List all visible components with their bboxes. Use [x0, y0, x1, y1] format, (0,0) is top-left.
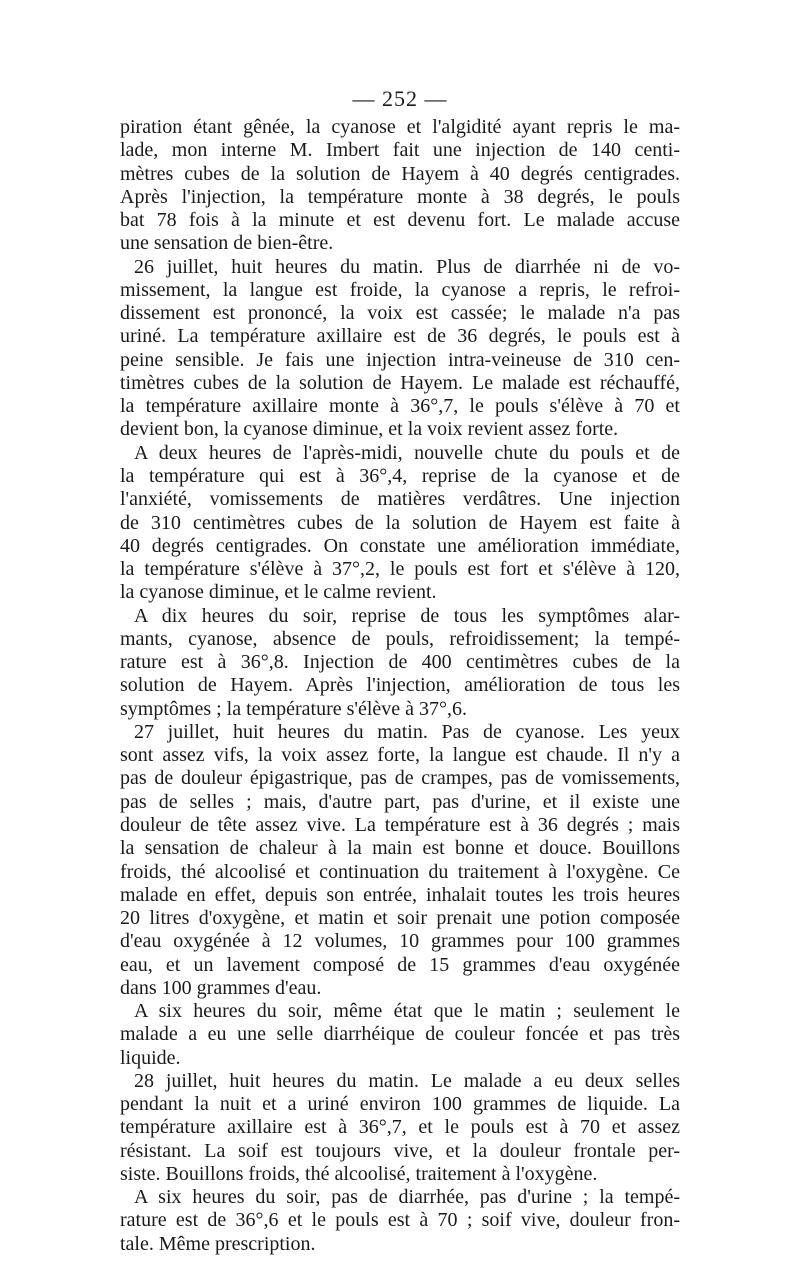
- text-line: 26 juillet, huit heures du matin. Plus de diarrhée ni de vo-: [134, 255, 680, 278]
- text-line: la température qui est à 36°,4, reprise de la cyanose et de: [120, 464, 680, 487]
- text-line: solution de Hayem. Après l'injection, amélioration de tous les: [120, 674, 680, 697]
- text-line: eau, et un lavement composé de 15 grammes d'eau oxygénée: [120, 953, 680, 976]
- text-line: 20 litres d'oxygène, et matin et soir prenait une potion composée: [120, 907, 680, 930]
- text-line: d'eau oxygénée à 12 volumes, 10 grammes pour 100 grammes: [120, 930, 680, 953]
- text-line: l'anxiété, vomissements de matières verdâtres. Une injection: [120, 488, 680, 511]
- text-line: froids, thé alcoolisé et continuation du traitement à l'oxygène. Ce: [120, 860, 680, 883]
- text-line: A deux heures de l'après-midi, nouvelle chute du pouls et de: [134, 441, 680, 464]
- text-line: liquide.: [120, 1046, 181, 1069]
- text-line: timètres cubes de la solution de Hayem. Le malade est réchauffé,: [120, 371, 680, 394]
- text-line: symptômes ; la température s'élève à 37°,6.: [120, 697, 468, 720]
- text-line: dans 100 grammes d'eau.: [120, 976, 322, 999]
- text-line: mants, cyanose, absence de pouls, refroidissement; la tempé-: [120, 627, 680, 650]
- text-line: lade, mon interne M. Imbert fait une injection de 140 centi-: [120, 139, 680, 162]
- text-line: sont assez vifs, la voix assez forte, la langue est chaude. Il n'y a: [120, 744, 680, 767]
- text-line: dissement est prononcé, la voix est cassée; le malade n'a pas: [120, 302, 680, 325]
- text-line: tale. Même prescription.: [120, 1232, 316, 1255]
- text-line: mètres cubes de la solution de Hayem à 40 degrés centigrades.: [120, 162, 680, 185]
- text-line: rature est à 36°,8. Injection de 400 centimètres cubes de la: [120, 651, 680, 674]
- text-line: A dix heures du soir, reprise de tous les symptômes alar-: [134, 604, 680, 627]
- text-line: A six heures du soir, même état que le matin ; seulement le: [134, 1000, 680, 1023]
- text-line: pas de selles ; mais, d'autre part, pas d'urine, et il existe une: [120, 790, 680, 813]
- body-text: [120, 116, 680, 1256]
- text-line: une sensation de bien-être.: [120, 232, 334, 255]
- text-line: malade en effet, depuis son entrée, inhalait toutes les trois heures: [120, 883, 680, 906]
- text-line: A six heures du soir, pas de diarrhée, pas d'urine ; la tempé-: [134, 1186, 680, 1209]
- text-line: siste. Bouillons froids, thé alcoolisé, traitement à l'oxygène.: [120, 1162, 598, 1185]
- page-number: — 252 —: [352, 86, 448, 111]
- text-line: missement, la langue est froide, la cyanose a repris, le refroi-: [120, 278, 680, 301]
- text-line: 27 juillet, huit heures du matin. Pas de cyanose. Les yeux: [134, 720, 680, 743]
- text-line: la cyanose diminue, et le calme revient.: [120, 581, 437, 604]
- text-line: devient bon, la cyanose diminue, et la voix revient assez forte.: [120, 418, 619, 441]
- text-line: température axillaire est à 36°,7, et le pouls est à 70 et assez: [120, 1116, 680, 1139]
- text-line: bat 78 fois à la minute et est devenu fort. Le malade accuse: [120, 209, 680, 232]
- text-line: douleur de tête assez vive. La température est à 36 degrés ; mais: [120, 813, 680, 836]
- text-line: rature est de 36°,6 et le pouls est à 70 ; soif vive, douleur fron-: [120, 1209, 680, 1232]
- text-line: Après l'injection, la température monte à 38 degrés, le pouls: [120, 185, 680, 208]
- text-line: pendant la nuit et a uriné environ 100 grammes de liquide. La: [120, 1093, 680, 1116]
- text-line: peine sensible. Je fais une injection intra-veineuse de 310 cen-: [120, 348, 680, 371]
- text-line: malade a eu une selle diarrhéique de couleur foncée et pas très: [120, 1023, 680, 1046]
- text-line: 40 degrés centigrades. On constate une amélioration immédiate,: [120, 534, 680, 557]
- text-line: uriné. La température axillaire est de 36 degrés, le pouls est à: [120, 325, 680, 348]
- text-line: la sensation de chaleur à la main est bonne et douce. Bouillons: [120, 837, 680, 860]
- text-line: pas de douleur épigastrique, pas de crampes, pas de vomissements,: [120, 767, 680, 790]
- text-line: résistant. La soif est toujours vive, et la douleur frontale per-: [120, 1139, 680, 1162]
- text-line: de 310 centimètres cubes de la solution de Hayem est faite à: [120, 511, 680, 534]
- text-line: la température axillaire monte à 36°,7, le pouls s'élève à 70 et: [120, 395, 680, 418]
- text-line: 28 juillet, huit heures du matin. Le malade a eu deux selles: [134, 1069, 680, 1092]
- text-line: piration étant gênée, la cyanose et l'algidité ayant repris le ma-: [120, 116, 680, 138]
- text-line: la température s'élève à 37°,2, le pouls est fort et s'élève à 120,: [120, 558, 680, 581]
